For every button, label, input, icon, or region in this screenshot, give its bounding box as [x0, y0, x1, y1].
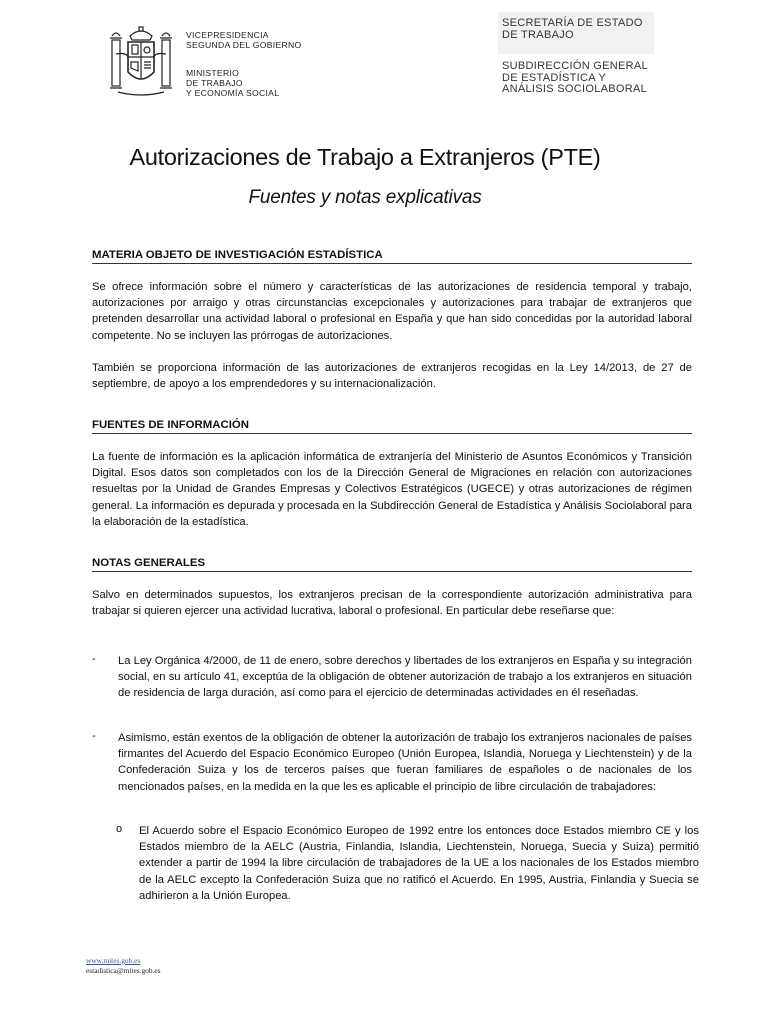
- paragraph-fuentes-1: La fuente de información es la aplicación informática de extranjería del Ministerio de Asuntos Económicos y Transición Digital. Esos datos son completados con los de la Dirección General de Migraciones en relación con autorizaciones resueltas por la Unidad de Grandes Empresas y Colectivos Estratégicos (UGECE) y otras autorizaciones de régimen general. La información es depurada y procesada en la Subdirección General de Estadística y Análisis Sociolaboral para la elaboración de la estadística.: [92, 451, 692, 528]
- heading-materia: MATERIA OBJETO DE INVESTIGACIÓN ESTADÍSTICA: [92, 249, 692, 264]
- heading-notas: NOTAS GENERALES: [92, 557, 692, 572]
- website-link[interactable]: www.mites.gob.es: [86, 956, 141, 965]
- bullet-marker: -: [92, 653, 96, 665]
- paragraph-materia-2: También se proporciona información de las autorizaciones de extranjeros recogidas en la Ley 14/2013, de 27 de septiembre, de apoyo a los emprendedores y su internacionalización.: [92, 362, 692, 391]
- vicepresidencia-label: VICEPRESIDENCIA SEGUNDA DEL GOBIERNO: [186, 30, 302, 50]
- heading-fuentes: FUENTES DE INFORMACIÓN: [92, 419, 692, 434]
- page-subtitle: Fuentes y notas explicativas: [248, 187, 482, 208]
- sub-bullet-marker: o: [116, 823, 123, 835]
- bullet-item-2: Asimismo, están exentos de la obligación de obtener la autorización de trabajo los extranjeros nacionales de países firmantes del Acuerdo del Espacio Económico Europeo (Unión Europea, Islandia, Noruega y Liechtenstein) y de la Confederación Suiza y los de terceros países que fueran familiares de españoles o de nacionales de los mencionados países, en la medida en la que les es aplicable el principio de libre circulación de trabajadores:: [118, 732, 693, 793]
- coat-of-arms-logo: [108, 24, 174, 98]
- page-title: Autorizaciones de Trabajo a Extranjeros (PTE): [129, 144, 601, 170]
- paragraph-materia-1: Se ofrece información sobre el número y características de las autorizaciones de residencia temporal y trabajo, autorizaciones por arraigo y otras circunstancias excepcionales y autorizaciones para trabajar de extranjeros que pretenden desarrollar una actividad laboral o profesional en España y que han sido concedidas por la autoridad laboral competente. No se incluyen las prórrogas de autorizaciones.: [92, 281, 692, 342]
- paragraph-notas-1: Salvo en determinados supuestos, los extranjeros precisan de la correspondiente autorización administrativa para trabajar si quieren ejercer una actividad lucrativa, laboral o profesional. En particular debe reseñarse que:: [92, 589, 692, 618]
- bullet-item-1: La Ley Orgánica 4/2000, de 11 de enero, sobre derechos y libertades de los extranjeros en España y su integración social, en su artículo 41, exceptúa de la obligación de obtener autorización de trabajo a los extranjeros en situación de residencia de larga duración, así como para el ejercicio de determinadas actividades en él reseñadas.: [118, 655, 692, 700]
- sub-bullet-item-1: El Acuerdo sobre el Espacio Económico Europeo de 1992 entre los entonces doce Estados miembro CE y los Estados miembro de la AELC (Austria, Finlandia, Islandia, Liechtenstein, Noruega, Suecia y Suiza) permitió extender a partir de 1994 la libre circulación de trabajadores de la UE a los nacionales de los Estados miembro de la AELC excepto la Confederación Suiza que no ratificó el Acuerdo. En 1995, Austria, Finlandia y Suecia se adhirieron a la Unión Europea.: [139, 825, 699, 902]
- bullet-marker: -: [92, 730, 96, 742]
- subdireccion-label: SUBDIRECCIÓN GENERAL DE ESTADÍSTICA Y ANÁLISIS SOCIOLABORAL: [502, 60, 648, 95]
- ministerio-label: MINISTERIO DE TRABAJO Y ECONOMÍA SOCIAL: [186, 68, 280, 98]
- contact-email: estadistica@mites.gob.es: [86, 966, 161, 975]
- secretaria-box: SECRETARÍA DE ESTADO DE TRABAJO: [498, 12, 654, 54]
